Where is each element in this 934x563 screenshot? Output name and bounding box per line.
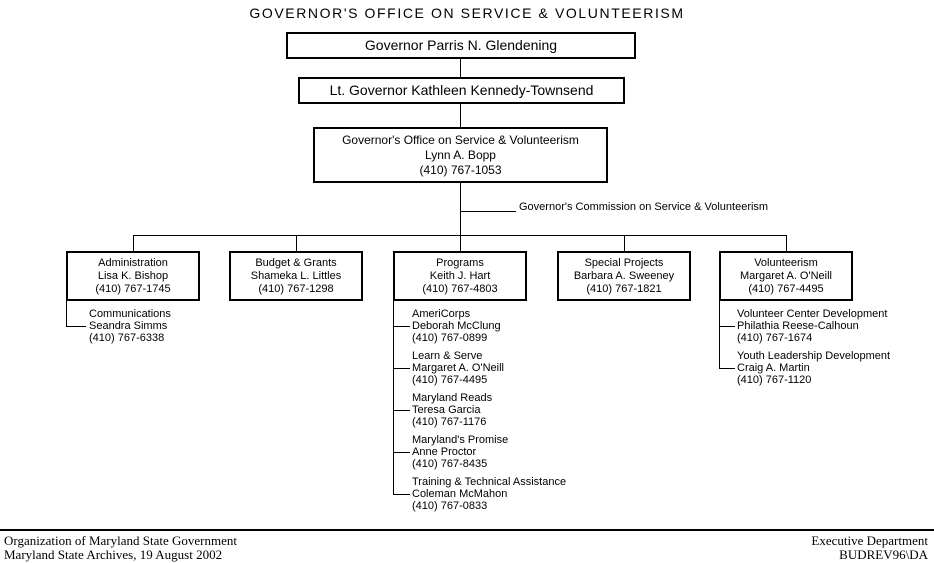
sub-item-maryland-reads xyxy=(412,392,566,428)
connector-programs-sub-2 xyxy=(393,368,410,369)
sub-person: Teresa Garcia xyxy=(412,404,481,416)
sub-title: Learn & Serve xyxy=(412,350,483,362)
sub-person: Coleman McMahon xyxy=(412,488,508,500)
sub-phone: (410) 767-6338 xyxy=(89,332,165,344)
sub-title: Communications xyxy=(89,308,171,320)
connector-drop-administration xyxy=(133,235,134,251)
sub-phone: (410) 767-4495 xyxy=(412,374,488,386)
commission-label: Governor's Commission on Service & Volunteerism xyxy=(519,201,769,213)
office-person: Lynn A. Bopp xyxy=(425,148,496,162)
connector-governor-ltgovernor xyxy=(460,59,461,77)
connector-programs-sub-4 xyxy=(393,452,410,453)
sub-phone: (410) 767-0833 xyxy=(412,500,488,512)
lt-governor-label: Lt. Governor Kathleen Kennedy-Townsend xyxy=(329,82,594,98)
sub-title: Maryland Reads xyxy=(412,392,493,404)
connector-volunteerism-spine xyxy=(719,301,720,368)
footer-right-line2: BUDREV96\DA xyxy=(839,547,928,562)
connector-ltgovernor-office xyxy=(460,104,461,127)
footer-rule xyxy=(0,529,934,531)
sub-item-marylands-promise xyxy=(412,434,566,470)
connector-volunteerism-sub-1 xyxy=(719,326,735,327)
footer-right xyxy=(811,534,928,562)
dept-title: Budget & Grants xyxy=(255,257,337,269)
dept-person: Lisa K. Bishop xyxy=(97,270,169,282)
governor-label: Governor Parris N. Glendening xyxy=(364,37,558,53)
sub-person: Craig A. Martin xyxy=(737,362,810,374)
sub-phone: (410) 767-8435 xyxy=(412,458,488,470)
sub-item-learn-serve xyxy=(412,350,566,386)
sub-item-volunteer-center-development xyxy=(737,308,890,344)
dept-box-programs xyxy=(393,251,527,301)
dept-phone: (410) 767-1821 xyxy=(586,283,662,295)
sub-list-volunteerism xyxy=(737,308,890,392)
dept-phone: (410) 767-1298 xyxy=(258,283,334,295)
footer-left-line1: Organization of Maryland State Government xyxy=(4,533,237,548)
office-phone: (410) 767-1053 xyxy=(419,163,502,177)
dept-person: Keith J. Hart xyxy=(429,270,491,282)
dept-person: Margaret A. O'Neill xyxy=(740,270,832,282)
footer-left-line2: Maryland State Archives, 19 August 2002 xyxy=(4,547,223,562)
connector-volunteerism-sub-2 xyxy=(719,368,735,369)
sub-title: Volunteer Center Development xyxy=(737,308,888,320)
dept-box-volunteerism xyxy=(719,251,853,301)
dept-phone: (410) 767-4495 xyxy=(748,283,824,295)
sub-phone: (410) 767-0899 xyxy=(412,332,488,344)
dept-title: Administration xyxy=(98,257,168,269)
sub-person: Seandra Simms xyxy=(89,320,168,332)
sub-person: Margaret A. O'Neill xyxy=(412,362,504,374)
connector-office-departments xyxy=(460,183,461,235)
dept-phone: (410) 767-4803 xyxy=(422,283,498,295)
sub-item-youth-leadership-development xyxy=(737,350,890,386)
connector-drop-special-projects xyxy=(624,235,625,251)
dept-person: Shameka L. Littles xyxy=(250,270,342,282)
footer-right-line1: Executive Department xyxy=(811,533,928,548)
dept-title: Programs xyxy=(436,257,484,269)
dept-title: Special Projects xyxy=(584,257,664,269)
footer-left xyxy=(4,534,237,562)
connector-drop-programs xyxy=(460,235,461,251)
sub-item-communications xyxy=(89,308,171,344)
sub-title: Youth Leadership Development xyxy=(737,350,891,362)
connector-drop-volunteerism xyxy=(786,235,787,251)
connector-programs-sub-3 xyxy=(393,410,410,411)
governor-box xyxy=(286,32,636,59)
office-title: Governor's Office on Service & Volunteerism xyxy=(342,133,579,147)
lt-governor-box xyxy=(298,77,625,104)
dept-box-administration xyxy=(66,251,200,301)
connector-administration-sub-1 xyxy=(66,326,86,327)
connector-administration-spine xyxy=(66,301,67,326)
dept-box-budget-grants xyxy=(229,251,363,301)
connector-programs-spine xyxy=(393,301,394,494)
sub-list-administration xyxy=(89,308,171,350)
sub-phone: (410) 767-1674 xyxy=(737,332,813,344)
sub-phone: (410) 767-1120 xyxy=(737,374,812,386)
sub-list-programs xyxy=(412,308,566,518)
dept-phone: (410) 767-1745 xyxy=(95,283,171,295)
sub-title: Maryland's Promise xyxy=(412,434,509,446)
sub-person: Anne Proctor xyxy=(412,446,477,458)
sub-title: Training & Technical Assistance xyxy=(412,476,567,488)
commission-connector xyxy=(460,211,516,212)
office-box xyxy=(313,127,608,183)
sub-title: AmeriCorps xyxy=(412,308,471,320)
sub-item-americorps xyxy=(412,308,566,344)
sub-person: Philathia Reese-Calhoun xyxy=(737,320,859,332)
chart-title: GOVERNOR'S OFFICE ON SERVICE & VOLUNTEERISM xyxy=(249,5,685,21)
sub-item-training-technical-assistance xyxy=(412,476,566,512)
dept-person: Barbara A. Sweeney xyxy=(573,270,675,282)
connector-drop-budget-grants xyxy=(296,235,297,251)
dept-box-special-projects xyxy=(557,251,691,301)
connector-programs-sub-5 xyxy=(393,494,410,495)
dept-title: Volunteerism xyxy=(754,257,818,269)
sub-person: Deborah McClung xyxy=(412,320,501,332)
sub-phone: (410) 767-1176 xyxy=(412,416,487,428)
connector-programs-sub-1 xyxy=(393,326,410,327)
